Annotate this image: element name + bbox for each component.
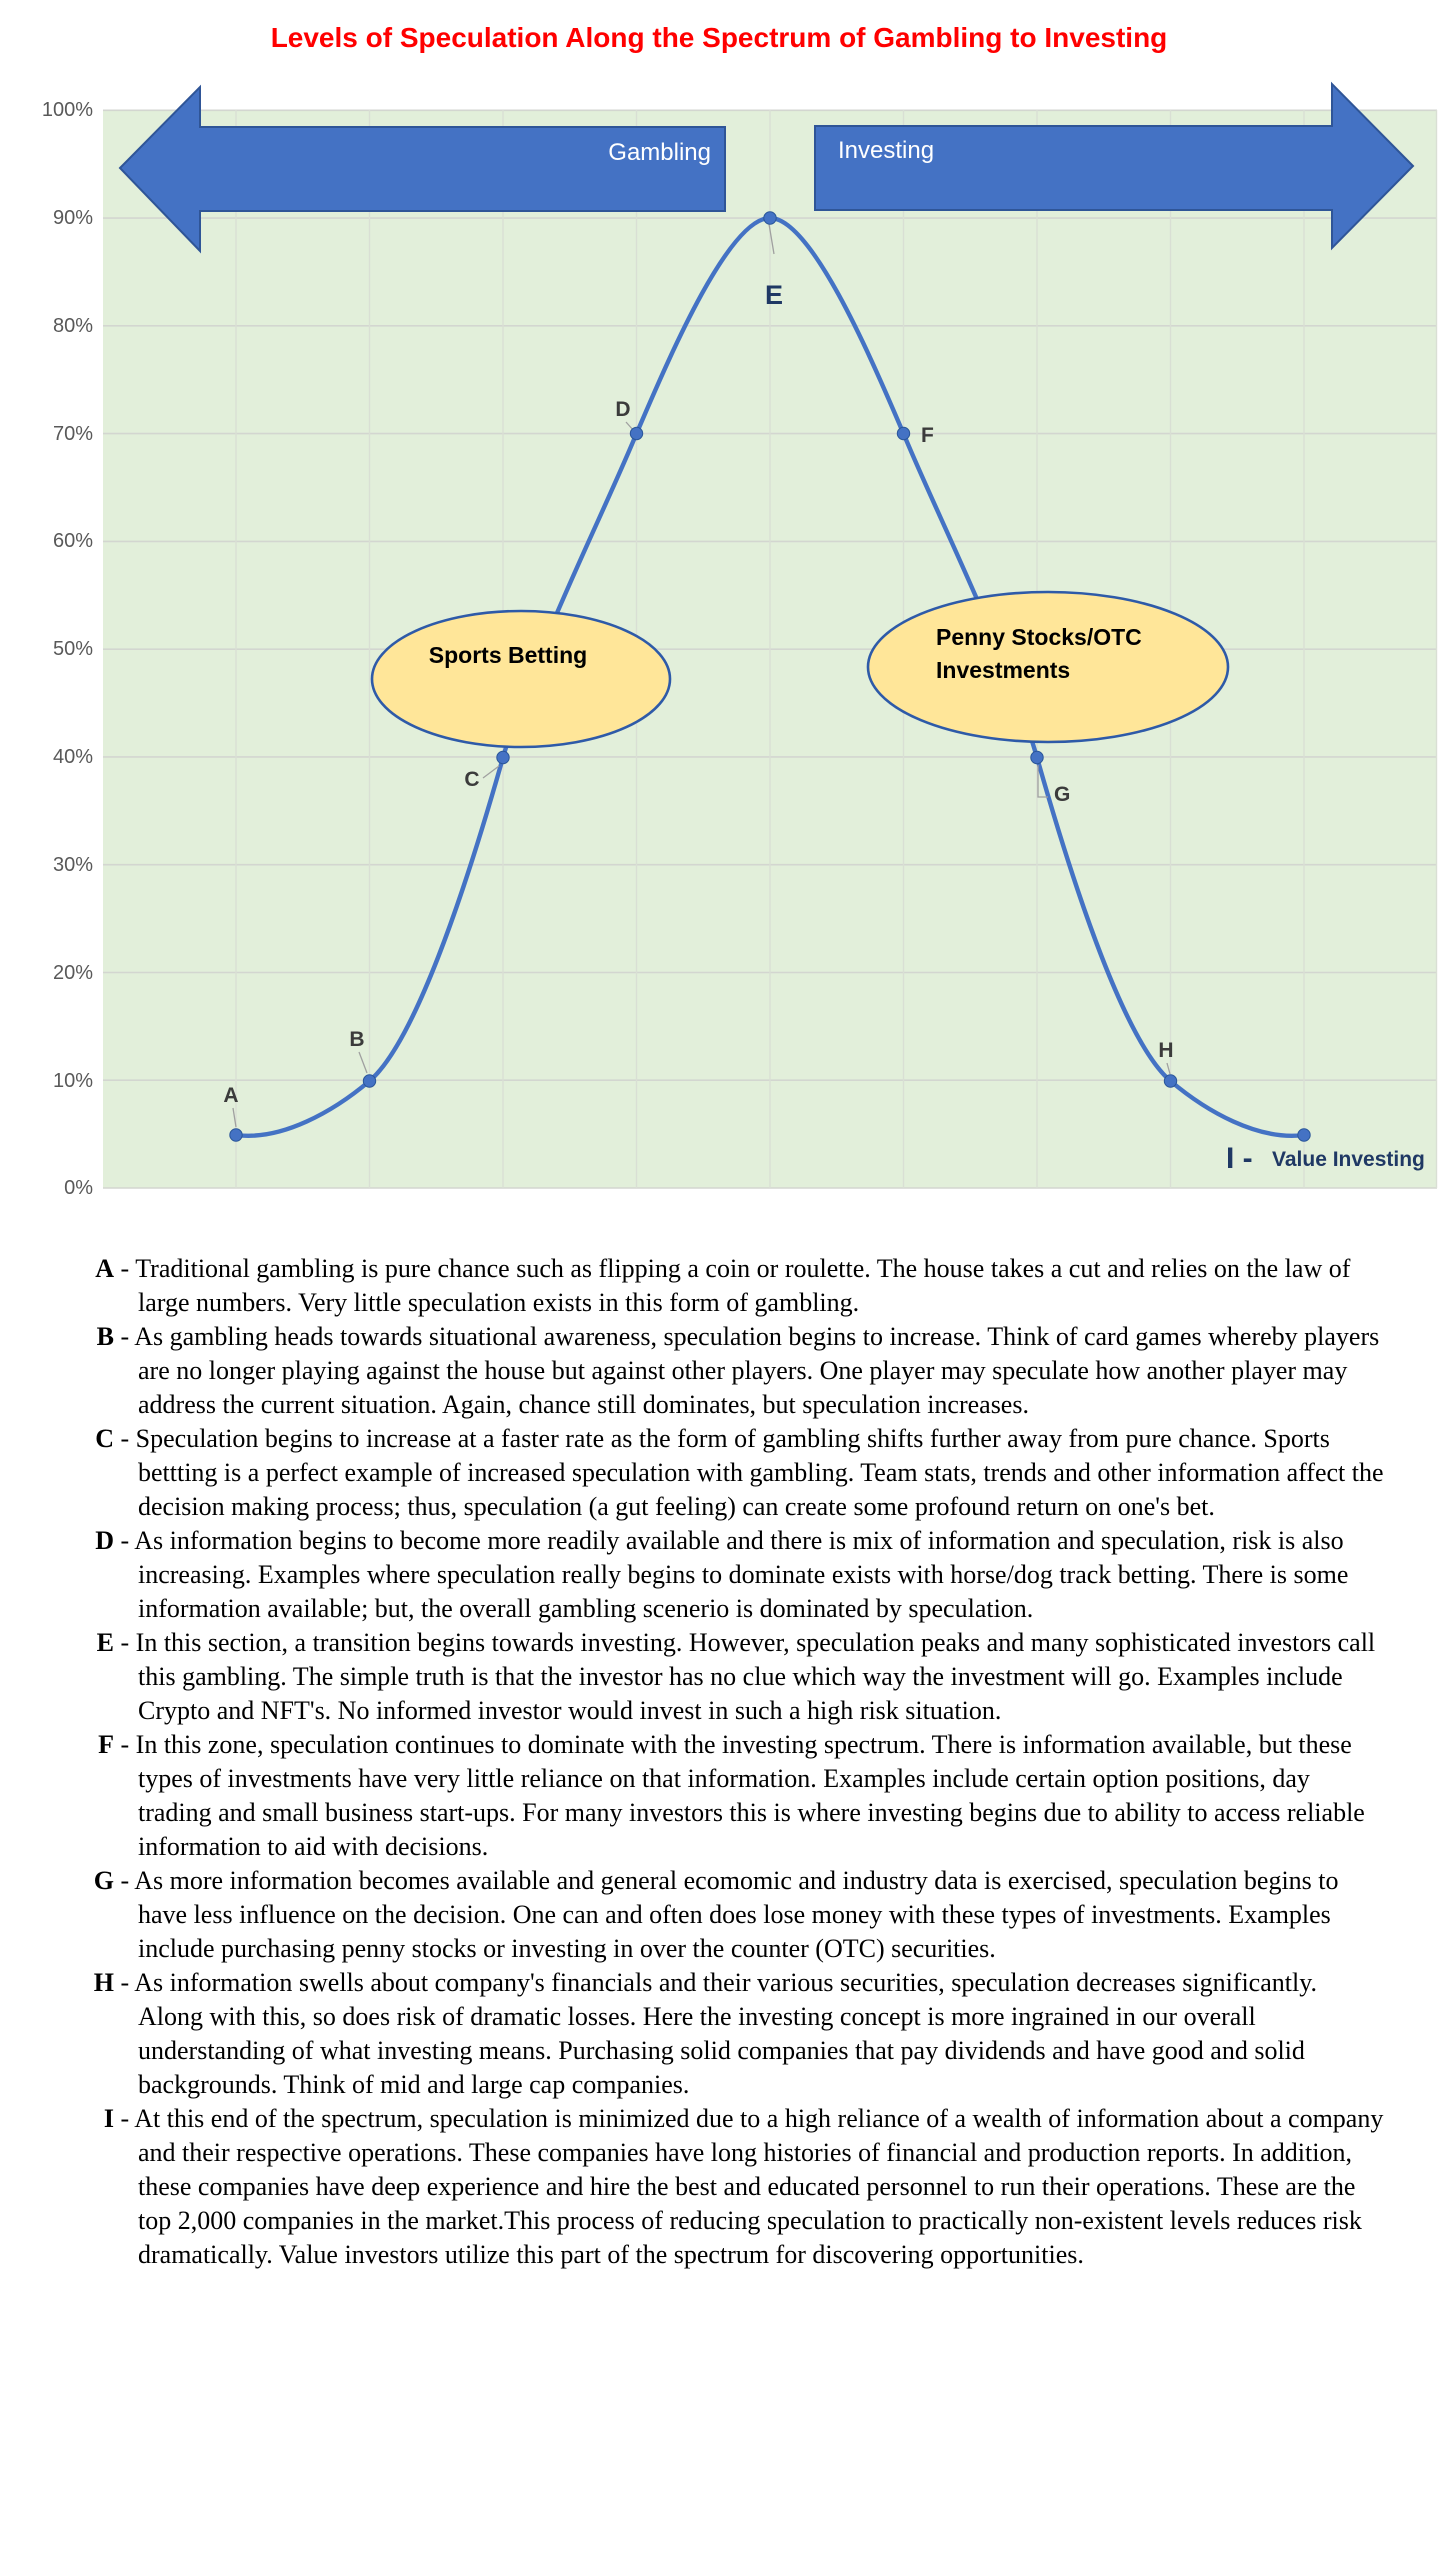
y-axis-tick: 30%: [52, 854, 93, 876]
point-label-d: D: [615, 398, 631, 421]
note-g: [42, 1864, 1386, 1966]
note-a: [42, 1252, 1386, 1320]
note-a-sep: -: [114, 1254, 136, 1283]
point-marker-c: [497, 751, 509, 763]
y-axis: [42, 99, 93, 1199]
gambling-arrow-label: Gambling: [608, 139, 711, 166]
note-d-letter: D: [95, 1526, 114, 1555]
penny-stocks-callout: [868, 592, 1228, 742]
y-axis-tick: 90%: [52, 207, 93, 229]
point-label-a: A: [223, 1084, 239, 1107]
note-i-sep: -: [114, 2104, 135, 2133]
note-e-text: In this section, a transition begins towards investing. However, speculation peaks and many sophisticated investors call this gambling. The simple truth is that the investor has no clue which way the investment will go. Examples include Crypto and NFT's. No informed investor would invest in such a high risk situation.: [135, 1628, 1376, 1725]
y-axis-tick: 80%: [52, 315, 93, 337]
note-c: [42, 1422, 1386, 1524]
note-b-letter: B: [96, 1322, 114, 1351]
point-marker-g: [1031, 751, 1043, 763]
y-axis-tick: 0%: [64, 1177, 93, 1199]
point-marker-d: [630, 427, 642, 439]
note-b: [42, 1320, 1386, 1422]
y-axis-tick: 100%: [41, 99, 93, 121]
note-f-letter: F: [98, 1730, 114, 1759]
note-g-text: As more information becomes available and general ecomomic and industry data is exercised, speculation begins to have less influence on the decision. One can and often does lose money with these types of investments. Examples include purchasing penny stocks or investing in over the counter (OTC) securities.: [134, 1866, 1339, 1963]
note-f-sep: -: [114, 1730, 136, 1759]
note-d-text: As information begins to become more readily available and there is mix of information and speculation, risk is also increasing. Examples where speculation really begins to dominate exists with horse/dog track betting. There is some information available; but, the overall gambling scenerio is dominated by speculation.: [134, 1526, 1349, 1623]
note-e: [42, 1626, 1386, 1728]
point-label-b: B: [349, 1028, 365, 1051]
point-label-g: G: [1054, 783, 1071, 806]
note-c-sep: -: [114, 1424, 136, 1453]
notes-section: [42, 1252, 1386, 2272]
y-axis-tick: 50%: [52, 638, 93, 660]
sports-betting-label: Sports Betting: [428, 642, 588, 668]
note-c-letter: C: [95, 1424, 114, 1453]
note-a-letter: A: [95, 1254, 114, 1283]
note-i-text: At this end of the spectrum, speculation is minimized due to a high reliance of a wealth of information about a company and their respective operations. These companies have long histories of financial and production reports. In addition, these companies have deep experience and hire the best and educated personnel to run their operations. These are the top 2,000 companies in the market.This process of reducing speculation to practically non-existent levels reduces risk dramatically. Value investors utilize this part of the spectrum for discovering opportunities.: [134, 2104, 1384, 2269]
value-investing-text: Value Investing: [1272, 1148, 1425, 1171]
note-d: [42, 1524, 1386, 1626]
point-marker-e: [764, 212, 776, 224]
note-a-text: Traditional gambling is pure chance such as flipping a coin or roulette. The house takes a cut and relies on the law of large numbers. Very little speculation exists in this form of gambling.: [135, 1254, 1351, 1317]
penny-stocks-label-line2: Investments: [936, 657, 1071, 683]
y-axis-tick: 40%: [52, 746, 93, 768]
investing-arrow-label: Investing: [838, 137, 935, 164]
penny-stocks-label-line1: Penny Stocks/OTC: [936, 624, 1142, 650]
note-g-letter: G: [93, 1866, 114, 1895]
note-e-letter: E: [96, 1628, 114, 1657]
speculation-spectrum-chart: [0, 0, 1438, 1240]
note-h-sep: -: [114, 1968, 135, 1997]
note-d-sep: -: [114, 1526, 135, 1555]
point-marker-i: [1298, 1129, 1310, 1141]
note-b-sep: -: [114, 1322, 135, 1351]
point-label-e: E: [764, 280, 784, 310]
note-i: [42, 2102, 1386, 2272]
point-marker-h: [1164, 1075, 1176, 1087]
sports-betting-callout: [372, 611, 670, 747]
point-label-f: F: [921, 424, 934, 447]
note-i-letter: I: [103, 2104, 114, 2133]
note-h: [42, 1966, 1386, 2102]
note-c-text: Speculation begins to increase at a faster rate as the form of gambling shifts further away from pure chance. Sports bettting is a perfect example of increased speculation with gambling. Team stats, trends and other information affect the decision making process; thus, speculation (a gut feeling) can create some profound return on one's bet.: [135, 1424, 1384, 1521]
point-marker-b: [363, 1075, 375, 1087]
y-axis-tick: 10%: [52, 1070, 93, 1092]
point-label-c: C: [464, 768, 480, 791]
note-h-letter: H: [93, 1968, 114, 1997]
point-marker-a: [230, 1129, 242, 1141]
y-axis-tick: 20%: [52, 962, 93, 984]
point-marker-f: [897, 427, 909, 439]
point-label-h: H: [1158, 1039, 1174, 1062]
note-h-text: As information swells about company's financials and their various securities, speculation decreases significantly. Along with this, so does risk of dramatic losses. Here the investing concept is more ingrained in our overall understanding of what investing means. Purchasing solid companies that pay dividends and have good and solid backgrounds. Think of mid and large cap companies.: [134, 1968, 1318, 2099]
note-b-text: As gambling heads towards situational awareness, speculation begins to increase. Think of card games whereby players are no longer playing against the house but against other players. One player may speculate how another player may address the current situation. Again, chance still dominates, but speculation increases.: [134, 1322, 1380, 1419]
note-f: [42, 1728, 1386, 1864]
note-e-sep: -: [114, 1628, 136, 1657]
note-g-sep: -: [114, 1866, 135, 1895]
value-investing-prefix: I -: [1226, 1142, 1253, 1175]
note-f-text: In this zone, speculation continues to dominate with the investing spectrum. There is information available, but these types of investments have very little reliance on that information. Examples include certain option positions, day trading and small business start-ups. For many investors this is where investing begins due to ability to access reliable information to aid with decisions.: [135, 1730, 1365, 1861]
y-axis-tick: 70%: [52, 423, 93, 445]
page-title: Levels of Speculation Along the Spectrum of Gambling to Investing: [270, 22, 1168, 53]
y-axis-tick: 60%: [52, 530, 93, 552]
